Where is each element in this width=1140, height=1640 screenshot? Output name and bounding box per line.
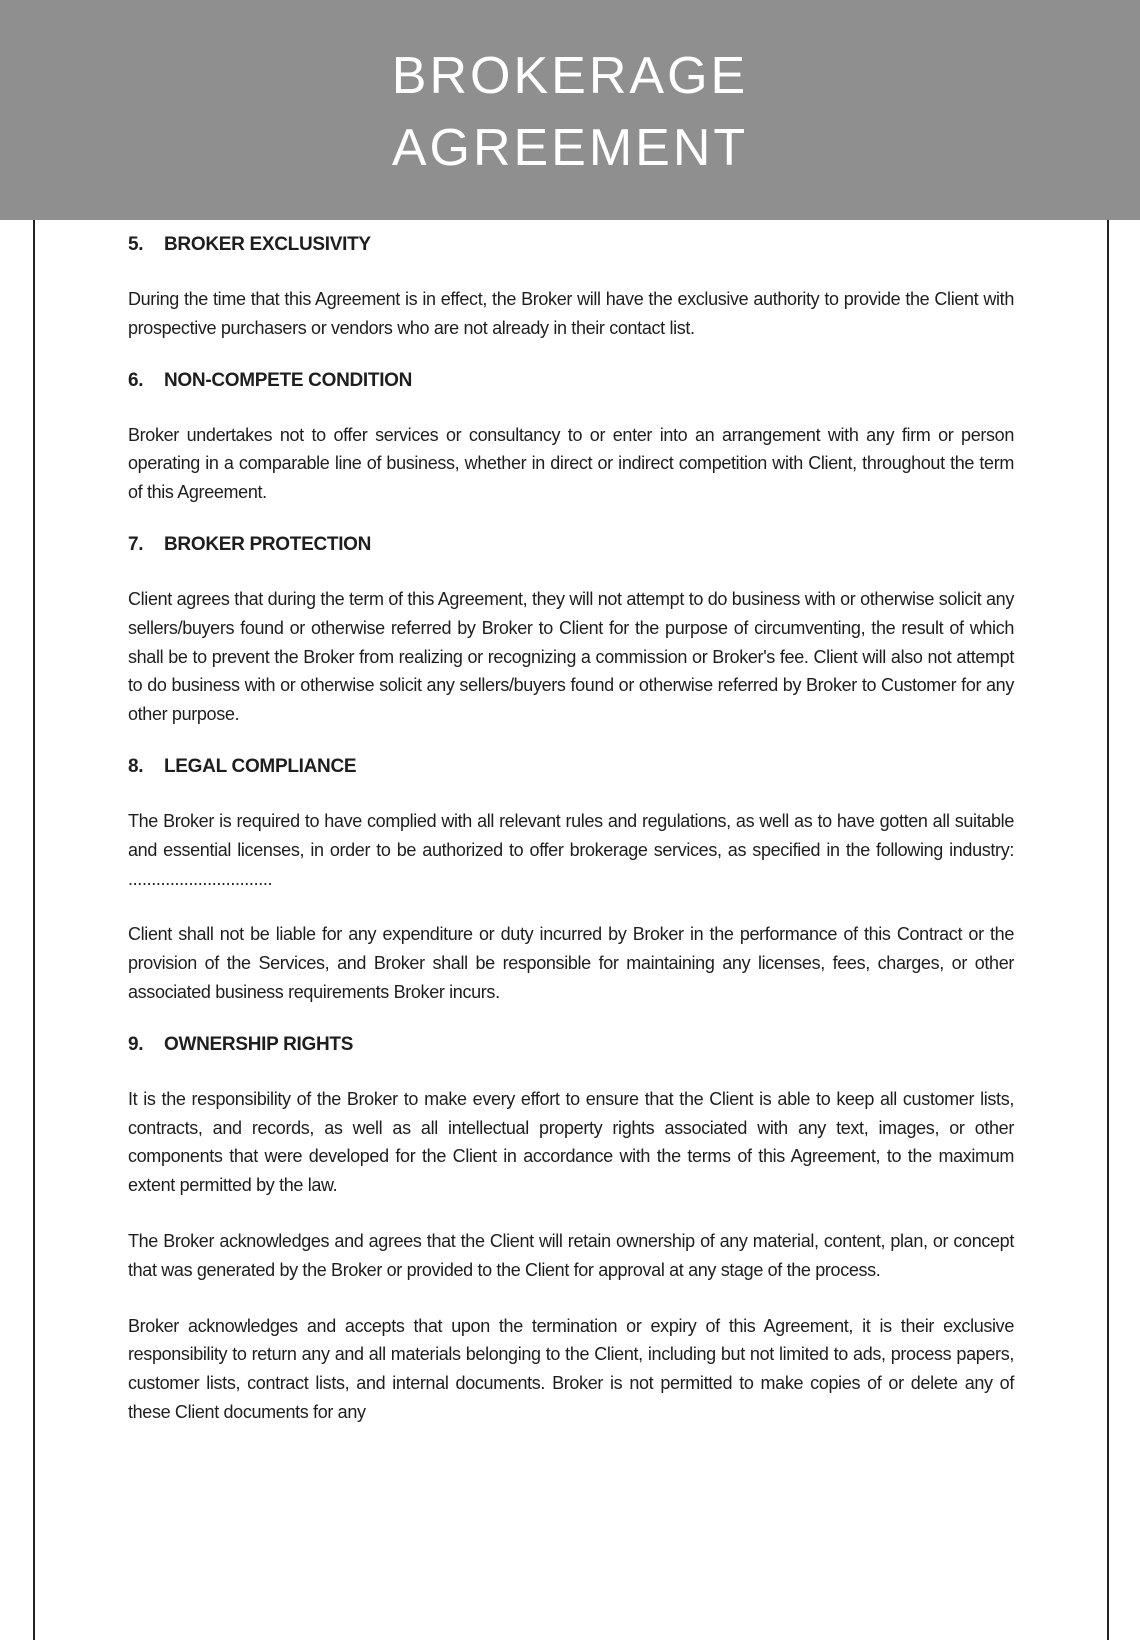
section-title: OWNERSHIP RIGHTS bbox=[164, 1033, 354, 1055]
paragraph: The Broker is required to have complied with all relevant rules and regulations, as well as to have gotten all suitable and essential licenses, in order to be authorized to offer brokerage services, as specified in the following industry: ............................... bbox=[128, 810, 1014, 889]
title-banner bbox=[0, 0, 1140, 220]
section-broker-exclusivity bbox=[128, 234, 1014, 343]
section-heading bbox=[128, 534, 1014, 556]
section-heading bbox=[128, 370, 1014, 392]
document-title bbox=[0, 40, 1140, 184]
title-line-1: BROKERAGE bbox=[391, 47, 749, 105]
paragraph: Client agrees that during the term of this Agreement, they will not attempt to do business with or otherwise solicit any sellers/buyers found or otherwise referred by Broker to Client for the purpose of circumventing, the result of which shall be to prevent the Broker from realizing or recognizing a commission or Broker's fee. Client will also not attempt to do business with or otherwise solicit any sellers/buyers found or otherwise referred by Broker to Customer for any other purpose. bbox=[128, 588, 1014, 725]
paragraph: Broker undertakes not to offer services or consultancy to or enter into an arrangement with any firm or person operating in a comparable line of business, whether in direct or indirect competition with Client, throughout the term of this Agreement. bbox=[128, 424, 1014, 503]
paragraph: It is the responsibility of the Broker to make every effort to ensure that the Client is able to keep all customer lists, contracts, and records, as well as all intellectual property rights associated with any text, images, or other components that were developed for the Client in accordance with the terms of this Agreement, to the maximum extent permitted by the law. bbox=[128, 1088, 1014, 1196]
section-title: BROKER EXCLUSIVITY bbox=[164, 234, 371, 255]
section-broker-protection bbox=[128, 534, 1014, 729]
section-number: 9. bbox=[128, 1033, 144, 1055]
section-heading bbox=[128, 234, 1014, 256]
section-title: BROKER PROTECTION bbox=[164, 533, 372, 555]
paragraph: During the time that this Agreement is in effect, the Broker will have the exclusive authority to provide the Client with prospective purchasers or vendors who are not already in their contact list. bbox=[128, 289, 1014, 338]
title-line-2: AGREEMENT bbox=[391, 119, 749, 177]
section-legal-compliance bbox=[128, 756, 1014, 1007]
section-ownership-rights bbox=[128, 1034, 1014, 1427]
section-non-compete bbox=[128, 370, 1014, 507]
section-number: 5. bbox=[128, 234, 144, 255]
paragraph: Client shall not be liable for any expenditure or duty incurred by Broker in the performance of this Contract or the provision of the Services, and Broker shall be responsible for maintaining any licenses, fees, charges, or other associated business requirements Broker incurs. bbox=[128, 924, 1014, 1002]
section-number: 7. bbox=[128, 533, 144, 555]
section-heading bbox=[128, 1034, 1014, 1056]
section-number: 8. bbox=[128, 755, 144, 777]
document-body bbox=[128, 234, 1014, 1454]
paragraph: Broker acknowledges and accepts that upon the termination or expiry of this Agreement, it is their exclusive responsibility to return any and all materials belonging to the Client, including but not limited to ads, process papers, customer lists, contract lists, and internal documents. Broker is not permitted to make copies of or delete any of these Client documents for any bbox=[128, 1315, 1014, 1422]
section-title: NON-COMPETE CONDITION bbox=[164, 369, 413, 391]
section-title: LEGAL COMPLIANCE bbox=[164, 755, 357, 777]
section-number: 6. bbox=[128, 369, 144, 391]
paragraph: The Broker acknowledges and agrees that the Client will retain ownership of any material, content, plan, or concept that was generated by the Broker or provided to the Client for approval at any stage of the process. bbox=[128, 1230, 1014, 1280]
section-heading bbox=[128, 756, 1014, 778]
